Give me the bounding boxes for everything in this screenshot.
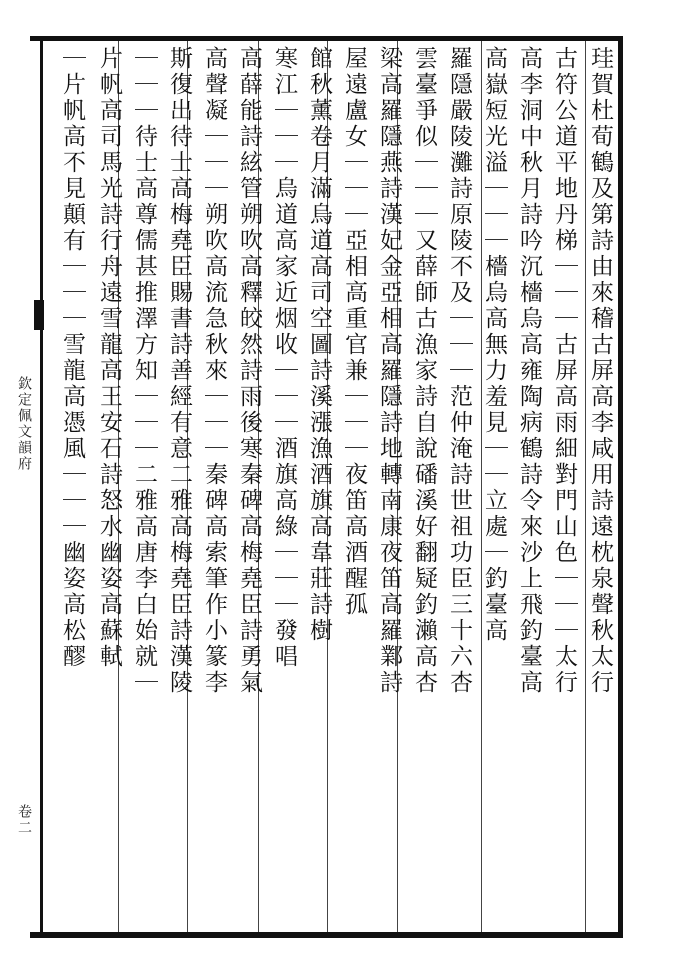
text-column-7: 梁高羅隱燕詩漢妃金亞相高羅隱詩地轉南康夜笛高羅鄴詩 — [376, 46, 402, 696]
text-column-8: 屋遠盧女｜｜｜亞相高重官兼｜｜｜夜笛高酒醒孤 — [341, 46, 367, 618]
text-column-14: ｜｜｜待士高尊儒甚推澤方知｜｜｜二雅高唐李白始就｜ — [131, 46, 157, 696]
text-column-6: 雲臺爭似｜｜｜又薛師古漁家詩自說磻溪好翻疑釣瀨高杏 — [411, 46, 437, 696]
frame-left-border — [40, 36, 43, 938]
text-column-4: 高嶽短光溢｜｜｜檣烏高無力羞見｜｜立處｜釣臺高 — [481, 46, 507, 644]
text-column-5: 羅隱嚴陵灘詩原陵不及｜｜｜范仲淹詩世祖功臣三十六杏 — [446, 46, 472, 696]
text-column-1: 珪賀杜荀鶴及第詩由來稽古屏高李咸用詩遠枕泉聲秋太行 — [587, 46, 613, 696]
fold-mark — [34, 300, 44, 330]
text-column-12: 高聲凝｜｜｜朔吹高流急秋來｜｜｜秦碑高索筆作小篆李 — [201, 46, 227, 696]
text-column-2: 古符公道平地丹梯｜｜｜古屏高雨細對門山色｜｜｜太行 — [551, 46, 577, 696]
fold-margin — [0, 36, 40, 938]
text-column-15: 片帆高司馬光詩行舟遠雪龍高王安石詩怒水幽姿高蘇軾 — [96, 46, 122, 670]
margin-page-number: 卷二 — [16, 804, 32, 836]
text-column-16: ｜片帆高不見顛有｜｜｜雪龍高憑風｜｜｜幽姿高松醪 — [59, 46, 85, 670]
text-column-11: 高薛能詩絃管朔吹高釋皎然詩雨後寒秦碑高梅堯臣詩勇氣 — [236, 46, 262, 696]
frame-bottom-border — [30, 932, 622, 938]
margin-title: 欽定佩文韻府 — [16, 376, 32, 472]
text-column-13: 斯復出待士高梅堯臣賜書詩善經有意二雅高梅堯臣詩漢陵 — [166, 46, 192, 696]
text-column-3: 高李洞中秋月詩吟沉檣烏高雍陶病鶴詩令來沙上飛釣臺高 — [516, 46, 542, 696]
text-column-9: 館秋薰卷月滿烏道高司空圖詩溪漲漁酒旗高韋莊詩樹 — [306, 46, 332, 644]
text-column-10: 寒江｜｜｜烏道高家近烟收｜｜｜酒旗高綠｜｜｜發唱 — [271, 46, 297, 670]
